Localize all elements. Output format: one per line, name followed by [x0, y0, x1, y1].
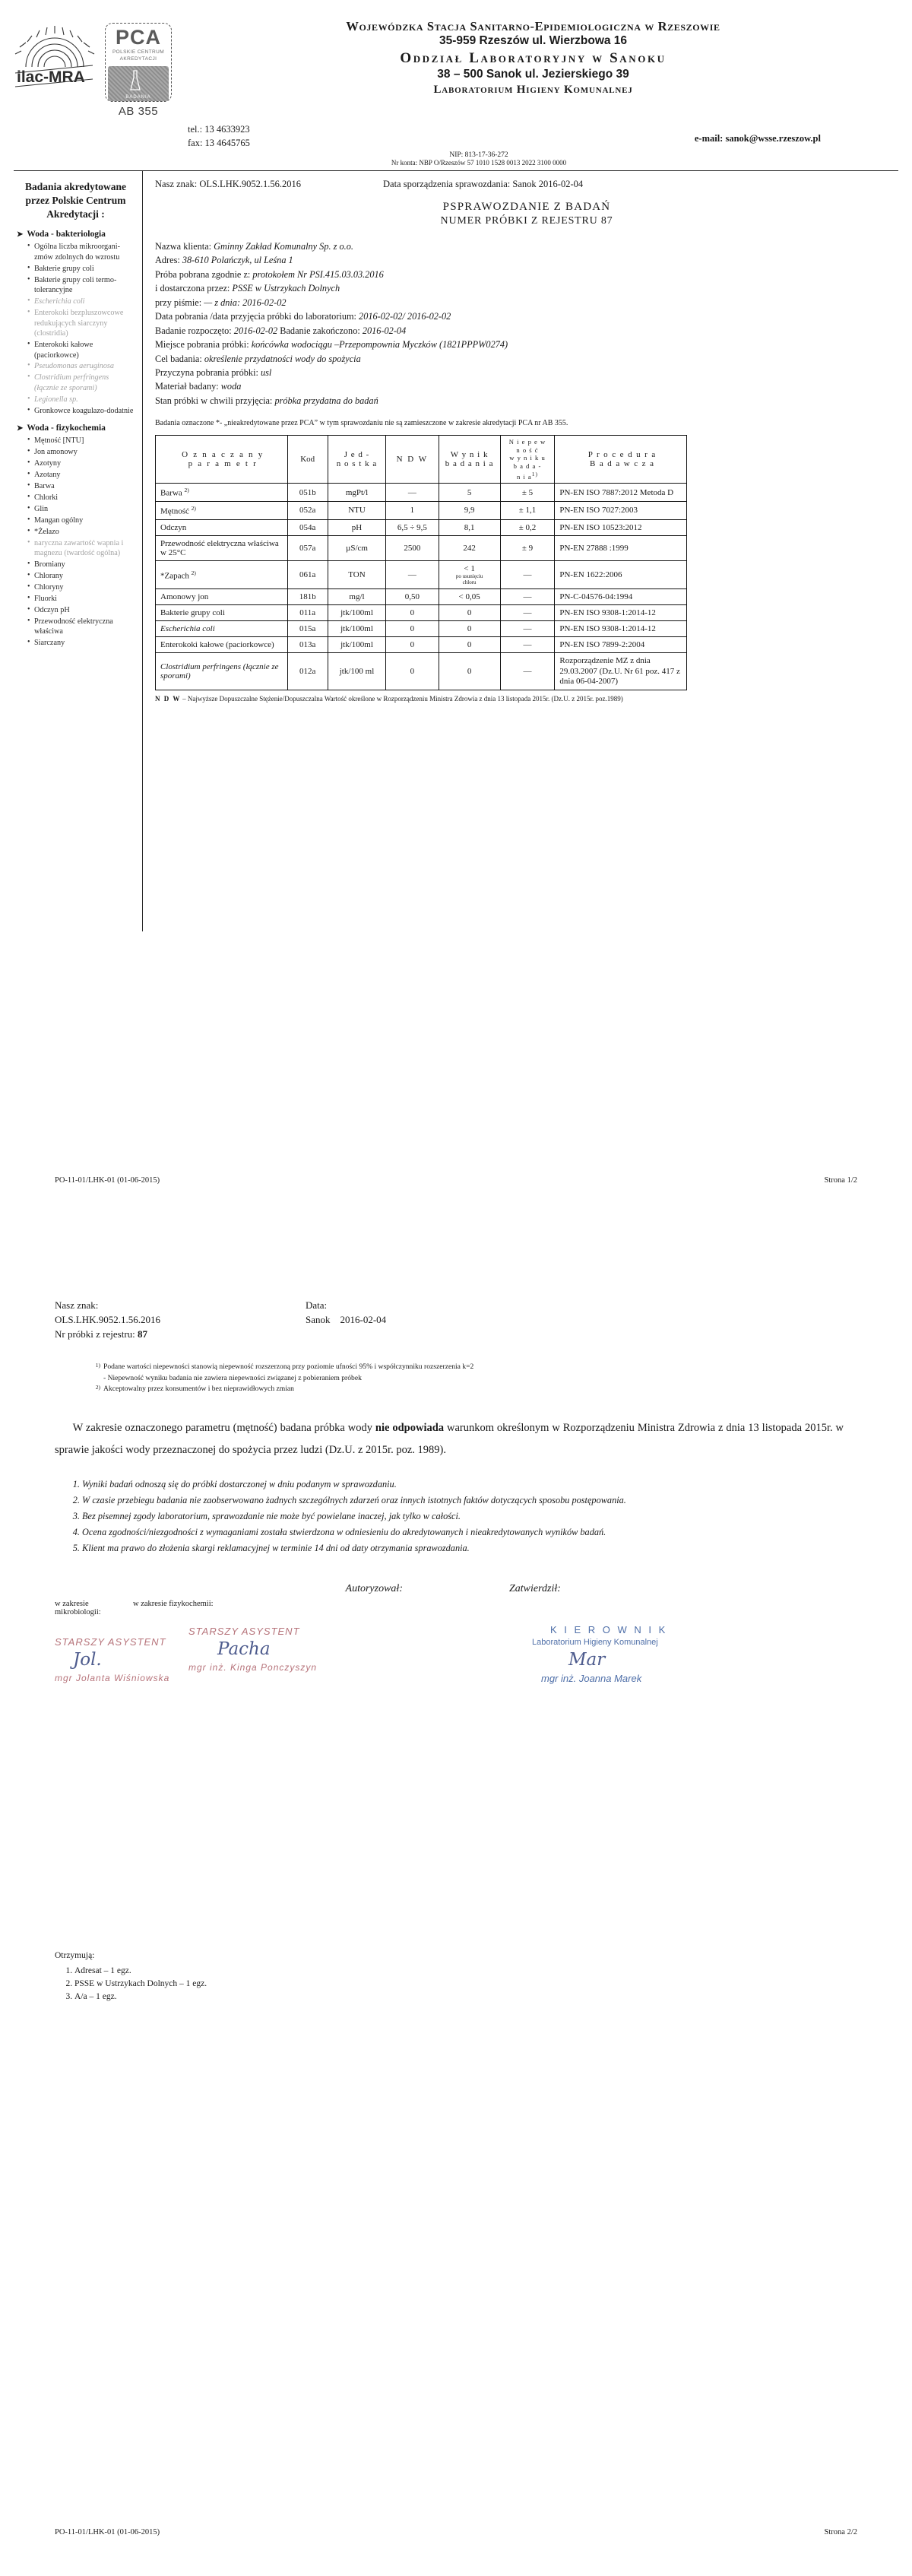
pca-sub-line1: POLSKIE CENTRUM [112, 49, 165, 55]
sample-number-title: NUMER PRÓBKI Z REJESTRU 87 [440, 215, 613, 227]
report-date-label: Data sporządzenia sprawozdania: [383, 179, 511, 190]
sidebar-list-item: • Legionella sp. [27, 395, 135, 404]
sidebar-group-label: Woda - fizykochemia [27, 424, 106, 433]
sample-detail-value: 2016-02-02/ 2016-02-02 [359, 311, 451, 322]
cell-parameter: Enterokoki kałowe (paciorkowce) [156, 637, 288, 653]
sidebar-list-item: • Bakterie grupy coli [27, 264, 135, 274]
cell-code: 061a [287, 560, 328, 589]
th-unit: J e d - n o s t k a [328, 435, 385, 484]
fax: fax: 13 4645765 [188, 138, 250, 149]
handwritten-signature-approver: Mar [568, 1649, 606, 1670]
handwritten-signature-microbiology: Jol. [73, 1649, 102, 1670]
footnote-marker: 2) [95, 1383, 100, 1391]
sidebar-list-item: • *Żelazo [27, 527, 135, 537]
footnote-text: - Niepewność wyniku badania nie zawiera niepewności związanej z pobieraniem próbek [103, 1374, 362, 1383]
arrow-bullet-icon: ➤ [17, 230, 24, 240]
cell-parameter: Clostridium perfringens (łącznie ze sporami) [156, 653, 288, 690]
signature-area [0, 1616, 912, 1706]
sample-detail-label: Adres: [155, 255, 182, 266]
page2-reference-label: Nasz znak: [55, 1299, 99, 1311]
cell-ndw: — [386, 560, 439, 589]
sample-detail-value: 2016-02-02 [233, 325, 278, 336]
reference-label: Nasz znak: [155, 179, 198, 190]
sample-detail-label: Badanie zakończono: [277, 325, 363, 336]
recipients-list [55, 1965, 912, 2004]
sample-detail-row [155, 379, 898, 393]
sample-detail-value: 2016-02-04 [362, 325, 407, 336]
cell-result: < 0,05 [439, 589, 500, 605]
cell-result: 8,1 [439, 519, 500, 535]
cell-result: < 1 po usunięciu chloru [439, 560, 500, 589]
sample-detail-label: Miejsce pobrania próbki: [155, 339, 252, 351]
page-title-text: SPRAWOZDANIE Z BADAŃ [450, 201, 611, 214]
cell-result: 5 [439, 484, 500, 502]
page2-reference-value: OLS.LHK.9052.1.56.2016 [55, 1313, 161, 1325]
cell-code: 012a [287, 653, 328, 690]
sample-detail-row [155, 240, 898, 253]
conclusion-emphasis: nie odpowiada [375, 1421, 445, 1434]
sidebar-list-item: • Enterokoki kałowe (paciorkowce) [27, 340, 135, 360]
sample-detail-label: przy piśmie: [155, 297, 204, 308]
cell-procedure: PN-EN ISO 7027:2003 [555, 501, 687, 519]
cell-parameter: *Zapach $^{2)}$ [156, 560, 288, 589]
list-item: 3. A/a – 1 egz. [74, 1991, 912, 2003]
recipients-label: Otrzymują: [55, 1950, 95, 1960]
nip: NIP: 813-17-36-272 [449, 151, 508, 160]
report-page-2 [0, 1255, 912, 2576]
sample-detail-value: 38-610 Polańczyk, ul Leśna 1 [182, 255, 293, 266]
ndw-definition-note [155, 695, 687, 704]
org-address: 35-959 Rzeszów ul. Wierzbowa 16 [439, 34, 628, 48]
sample-detail-value: woda [220, 381, 242, 392]
list-item: 1. Adresat – 1 egz. [74, 1965, 912, 1978]
cell-result: 9,9 [439, 501, 500, 519]
cell-unit: NTU [328, 501, 385, 519]
sidebar-list-item: • Odczyn pH [27, 605, 135, 615]
sidebar-list-item: • Pseudomonas aeruginosa [27, 361, 135, 371]
footnote-marker [90, 1373, 100, 1384]
recipients-block [0, 1949, 912, 2004]
pca-logo [105, 23, 172, 118]
document-header [0, 0, 912, 118]
cell-procedure: PN-EN 27888 :1999 [555, 535, 687, 560]
table-row [156, 484, 687, 502]
list-item: 1. Wyniki badań odnoszą się do próbki dostarczonej w dniu podanym w sprawozdaniu. [82, 1477, 844, 1493]
cell-uncertainty: ± 5 [500, 484, 555, 502]
list-item: 5. Klient ma prawo do złożenia skargi reklamacyjnej w terminie 14 dni od daty otrzymania sprawozdania. [82, 1541, 844, 1556]
cell-uncertainty: — [500, 605, 555, 621]
conclusion-paragraph [0, 1396, 912, 1462]
printed-name-approver: mgr inż. Joanna Marek [541, 1672, 642, 1684]
sample-detail-value: protokołem Nr PSI.415.03.03.2016 [252, 268, 384, 280]
sample-detail-value: próbka przydatna do badań [274, 395, 378, 406]
ilac-mra-logo-icon [14, 23, 97, 88]
results-table [155, 435, 687, 690]
footnote-text: Akceptowalny przez konsumentów i bez nieprawidłowych zmian [103, 1384, 294, 1393]
cell-code: 052a [287, 501, 328, 519]
th-result: W y n i k b a d a n i a [439, 435, 500, 484]
sample-detail-label: Próba pobrana zgodnie z: [155, 268, 253, 280]
non-accredited-note: Badania oznaczone *- „nieakredytowane przez PCA” w tym sprawozdaniu nie są zamieszczone w zakresie akredytacji PCA nr AB 355. [155, 419, 568, 428]
table-row [156, 535, 687, 560]
sidebar-list-physchem [17, 436, 135, 649]
sample-detail-label: Materiał badany: [155, 381, 221, 392]
footer-page-number: Strona 1/2 [824, 1176, 857, 1185]
sample-details-list [155, 240, 898, 408]
printed-name-microbiology: mgr Jolanta Wiśniowska [55, 1672, 170, 1683]
table-row [156, 560, 687, 589]
sample-detail-value: PSSE w Ustrzykach Dolnych [232, 283, 340, 294]
sample-detail-value: — z dnia: 2016-02-02 [204, 297, 287, 308]
sidebar-list-item: • Clostridium perfringens (łącznie ze sporami) [27, 373, 135, 393]
sidebar-list-item: • Chlorki [27, 493, 135, 503]
list-item: 2. PSSE w Ustrzykach Dolnych – 1 egz. [74, 1978, 912, 1991]
sample-detail-row [155, 253, 898, 267]
sidebar-list-bacteriology [17, 242, 135, 416]
page2-date-value-row [306, 1313, 912, 1328]
svg-text:ilac-MRA: ilac-MRA [17, 68, 85, 86]
reference-number [155, 179, 383, 190]
sample-detail-value: Gminny Zakład Komunalny Sp. z o.o. [214, 241, 353, 252]
sidebar-list-item: • Escherichia coli [27, 297, 135, 306]
cell-unit: mgPt/l [328, 484, 385, 502]
cell-parameter: Escherichia coli [156, 621, 288, 637]
table-row [156, 605, 687, 621]
handwritten-signature-physchem: Pacha [217, 1639, 271, 1659]
table-row [156, 621, 687, 637]
sidebar-list-item: • Ogólna liczba mikroorgani-zmów zdolnych do wzrostu [27, 242, 135, 262]
cell-procedure: PN-C-04576-04:1994 [555, 589, 687, 605]
cell-unit: mg/l [328, 589, 385, 605]
sidebar-list-item: • Bakterie grupy coli termo-tolerancyjne [27, 275, 135, 296]
org-department: Oddział Laboratoryjny w Sanoku [400, 50, 667, 67]
page2-date-value: 2016-02-04 [340, 1313, 387, 1325]
sample-detail-row [155, 281, 898, 295]
sample-detail-row [155, 352, 898, 366]
conclusion-part-2: warunkom określonym w Rozporządzeniu Ministra Zdrowia z dnia 13 listopada 2015r. w sprawie jakości wody przeznaczonej do spożycia przez ludzi (Dz.U. z 2015r. poz. 1989). [55, 1421, 844, 1457]
cell-procedure: PN-EN ISO 10523:2012 [555, 519, 687, 535]
pca-badge-label: BADANIA [125, 94, 151, 100]
sidebar-title-line3: Akredytacji : [46, 208, 105, 220]
cell-uncertainty: — [500, 621, 555, 637]
ndw-abbr: N D W [155, 694, 181, 703]
logo-group [14, 14, 177, 118]
reference-value: OLS.LHK.9052.1.56.2016 [199, 179, 301, 190]
pca-badge-icon [108, 66, 169, 101]
report-date-value: 2016-02-04 [538, 179, 584, 190]
th-procedure: P r o c e d u r a B a d a w c z a [555, 435, 687, 484]
sample-detail-row [155, 309, 898, 323]
page1-footer [0, 1176, 912, 1185]
footnote-line [90, 1373, 844, 1384]
cell-unit: jtk/100ml [328, 637, 385, 653]
footnote-text: Podane wartości niepewności stanowią niepewność rozszerzoną przy poziomie ufności 95% i współczynniku rozszerzenia k=2 [103, 1362, 474, 1371]
sample-detail-row [155, 366, 898, 379]
cell-ndw: 0,50 [386, 589, 439, 605]
sidebar-list-item: • Azotany [27, 470, 135, 480]
cell-procedure: PN-EN ISO 9308-1:2014-12 [555, 621, 687, 637]
org-name: Wojewódzka Stacja Sanitarno-Epidemiologiczna w Rzeszowie [346, 19, 720, 33]
th-uncertainty: N i e p e w n o ś ć w y n i k u b a d a - n i $a^{1)}$ [500, 435, 555, 484]
cell-code: 015a [287, 621, 328, 637]
scope-microbiology-label: w zakresie mikrobiologii: [55, 1599, 101, 1616]
th-parameter: O z n a c z a n y p a r a m e t r [156, 435, 288, 484]
cell-uncertainty: — [500, 589, 555, 605]
stamp-physchem-role: STARSZY ASYSTENT [188, 1625, 300, 1637]
cell-uncertainty: — [500, 637, 555, 653]
footnote-marker: 1) [95, 1361, 100, 1369]
email: e-mail: sanok@wsse.rzeszow.pl [694, 132, 821, 144]
cell-code: 181b [287, 589, 328, 605]
cell-code: 054a [287, 519, 328, 535]
sidebar-list-item: • Glin [27, 504, 135, 514]
footer-page-number: Strona 2/2 [824, 2528, 857, 2536]
cell-unit: jtk/100 ml [328, 653, 385, 690]
cell-code: 011a [287, 605, 328, 621]
sidebar-group-header-physchem [17, 424, 135, 433]
sample-detail-label: Data pobrania /data przyjęcia próbki do laboratorium: [155, 311, 359, 322]
footnote-line [90, 1362, 844, 1374]
approved-label: Zatwierdził: [509, 1582, 561, 1594]
sidebar-list-item: • Bromiany [27, 560, 135, 569]
report-main-column [143, 171, 898, 931]
table-row [156, 637, 687, 653]
cell-ndw: 2500 [386, 535, 439, 560]
cell-ndw: — [386, 484, 439, 502]
th-ndw: N D W [386, 435, 439, 484]
sidebar-list-item: • Mangan ogólny [27, 516, 135, 525]
sample-detail-row [155, 324, 898, 338]
accredited-tests-sidebar [14, 171, 143, 931]
page-title-prefix: P [442, 201, 451, 214]
sample-detail-row [155, 296, 898, 309]
report-page-1 [0, 0, 912, 1255]
page2-date-place: Sanok [306, 1313, 331, 1325]
cell-procedure: PN-EN ISO 7887:2012 Metoda D [555, 484, 687, 502]
sample-detail-row [155, 338, 898, 351]
sample-detail-label: Stan próbki w chwili przyjęcia: [155, 395, 275, 406]
results-table-header-row [156, 435, 687, 484]
sidebar-list-item: • Chlorany [27, 571, 135, 581]
cell-uncertainty: ± 9 [500, 535, 555, 560]
cell-parameter: Odczyn [156, 519, 288, 535]
page2-date-block [306, 1299, 912, 1342]
cell-parameter: Bakterie grupy coli [156, 605, 288, 621]
sidebar-list-item: • Przewodność elektryczna właściwa [27, 617, 135, 637]
pca-letters: PCA [115, 26, 161, 49]
cell-ndw: 6,5 ÷ 9,5 [386, 519, 439, 535]
sidebar-list-item: • Enterokoki bezpluszowcowe redukujących siarczyny (clostridia) [27, 308, 135, 338]
list-item: 4. Ocena zgodności/niezgodności z wymaganiami została stwierdzona w odniesieniu do akredytowanych i nieakredytowanych wyników badań. [82, 1525, 844, 1540]
page2-date-label: Data: [306, 1299, 328, 1311]
sidebar-list-item: • Jon amonowy [27, 447, 135, 457]
page2-reference-block [55, 1299, 306, 1342]
reference-row [155, 179, 898, 190]
sample-detail-value: usl [260, 366, 272, 378]
sidebar-list-item: • Gronkowce koagulazo-dodatnie [27, 406, 135, 416]
report-date-place: Sanok [512, 179, 537, 190]
cell-uncertainty: ± 1,1 [500, 501, 555, 519]
stamp-approver-laboratory: Laboratorium Higieny Komunalnej [532, 1637, 658, 1647]
cell-ndw: 0 [386, 637, 439, 653]
sample-detail-label: Przyczyna pobrania próbki: [155, 366, 261, 378]
signature-scope-row [0, 1595, 912, 1616]
cell-result: 0 [439, 621, 500, 637]
cell-parameter: Mętność $^{2)}$ [156, 501, 288, 519]
cell-result: 242 [439, 535, 500, 560]
contact-row [0, 118, 912, 151]
cell-code: 013a [287, 637, 328, 653]
printed-name-physchem: mgr inż. Kinga Ponczyszyn [188, 1661, 318, 1673]
cell-procedure: PN-EN ISO 9308-1:2014-12 [555, 605, 687, 621]
stamp-approver-role: K I E R O W N I K [550, 1623, 668, 1635]
cell-parameter: Przewodność elektryczna właściwa w 25°C [156, 535, 288, 560]
footer-doc-code: PO-11-01/LHK-01 (01-06-2015) [55, 2528, 160, 2536]
cell-code: 051b [287, 484, 328, 502]
sidebar-list-item: • Azotyny [27, 458, 135, 468]
org-laboratory: Laboratorium Higieny Komunalnej [433, 84, 633, 97]
page2-sample-number-value: 87 [138, 1328, 148, 1340]
table-row [156, 653, 687, 690]
arrow-bullet-icon: ➤ [17, 424, 24, 433]
org-department-address: 38 – 500 Sanok ul. Jezierskiego 39 [437, 68, 629, 81]
sidebar-title-line2: przez Polskie Centrum [25, 194, 126, 206]
sample-detail-row [155, 268, 898, 281]
general-notes-list [0, 1462, 912, 1556]
sidebar-list-item: • Barwa [27, 481, 135, 491]
cell-procedure: PN-EN ISO 7899-2:2004 [555, 637, 687, 653]
cell-result: 0 [439, 637, 500, 653]
sidebar-list-item: • Mętność [NTU] [27, 436, 135, 446]
table-row [156, 519, 687, 535]
cell-parameter: Barwa $^{2)}$ [156, 484, 288, 502]
sidebar-group-label: Woda - bakteriologia [27, 230, 106, 240]
sidebar-list-item: • Siarczany [27, 638, 135, 648]
cell-result: 0 [439, 605, 500, 621]
sidebar-list-item: • Fluorki [27, 594, 135, 604]
cell-uncertainty: — [500, 653, 555, 690]
results-table-body [156, 484, 687, 690]
page2-footer [0, 2528, 912, 2536]
sample-detail-value: określenie przydatności wody do spożycia [204, 353, 361, 364]
sidebar-list-item: • Chloryny [27, 582, 135, 592]
page2-header [0, 1255, 912, 1342]
cell-procedure: PN-EN 1622:2006 [555, 560, 687, 589]
footnote-line [90, 1384, 844, 1396]
list-item: 2. W czasie przebiegu badania nie zaobserwowano żadnych szczególnych zdarzeń oraz innych istotnych faktów dotyczących sposobu postępowania. [82, 1493, 844, 1508]
sidebar-title-line1: Badania akredytowane [25, 181, 126, 193]
scope-physchem-label: w zakresie fizykochemii: [133, 1599, 214, 1608]
signature-headers [0, 1557, 912, 1595]
cell-code: 057a [287, 535, 328, 560]
cell-ndw: 0 [386, 621, 439, 637]
cell-ndw: 0 [386, 605, 439, 621]
page2-sample-number-label: Nr próbki z rejestru: [55, 1328, 135, 1340]
cell-unit: jtk/100ml [328, 605, 385, 621]
table-row [156, 589, 687, 605]
report-date [383, 179, 898, 190]
th-code: Kod [287, 435, 328, 484]
conclusion-part-1: W zakresie oznaczonego parametru (mętność) badana próbka wody [72, 1421, 375, 1434]
sample-detail-value: końcówka wodociągu –Przepompownia Myczków (1821PPPW0274) [251, 339, 508, 351]
contact-phone-block [177, 122, 337, 151]
telephone: tel.: 13 4633923 [188, 123, 250, 135]
accreditation-number: AB 355 [118, 104, 159, 118]
page2-sample-number [55, 1328, 306, 1342]
sidebar-list-item: • naryczna zawartość wapnia i magnezu (twardość ogólna) [27, 538, 135, 559]
cell-uncertainty: — [500, 560, 555, 589]
cell-ndw: 0 [386, 653, 439, 690]
pca-sub-line2: AKREDYTACJI [119, 56, 157, 62]
cell-ndw: 1 [386, 501, 439, 519]
page2-footnotes [0, 1342, 912, 1396]
cell-unit: TON [328, 560, 385, 589]
cell-unit: µS/cm [328, 535, 385, 560]
stamp-microbiology-role: STARSZY ASYSTENT [55, 1635, 166, 1648]
cell-uncertainty: ± 0,2 [500, 519, 555, 535]
sample-detail-label: Nazwa klienta: [155, 241, 214, 252]
table-row [156, 501, 687, 519]
org-title-block [177, 14, 889, 98]
authorized-label: Autoryzował: [345, 1582, 403, 1594]
sample-detail-label: Cel badania: [155, 353, 204, 364]
page-title [155, 201, 898, 214]
cell-unit: pH [328, 519, 385, 535]
ndw-definition-text: – Najwyższe Dopuszczalne Stężenie/Dopuszczalna Wartość określone w Rozporządzeniu Ministra Zdrowia z dnia 13 listopada 2015r. (Dz.U. z 2015r. poz.1989) [182, 694, 623, 703]
sidebar-group-header-bacteriology [17, 230, 135, 239]
bank-account: Nr konta: NBP O/Rzeszów 57 1010 1528 0013 2022 3100 0000 [391, 159, 567, 167]
cell-unit: jtk/100ml [328, 621, 385, 637]
sample-detail-label: i dostarczona przez: [155, 283, 233, 294]
cell-procedure: Rozporządzenie MZ z dnia 29.03.2007 (Dz.U. Nr 61 poz. 417 z dnia 06-04-2007) [555, 653, 687, 690]
footer-doc-code: PO-11-01/LHK-01 (01-06-2015) [55, 1176, 160, 1185]
sidebar-title [17, 180, 135, 220]
cell-parameter: Amonowy jon [156, 589, 288, 605]
cell-result: 0 [439, 653, 500, 690]
list-item: 3. Bez pisemnej zgody laboratorium, sprawozdanie nie może być powielane inaczej, jak tylko w całości. [82, 1509, 844, 1524]
sample-detail-row [155, 394, 898, 408]
sample-detail-label: Badanie rozpoczęto: [155, 325, 234, 336]
